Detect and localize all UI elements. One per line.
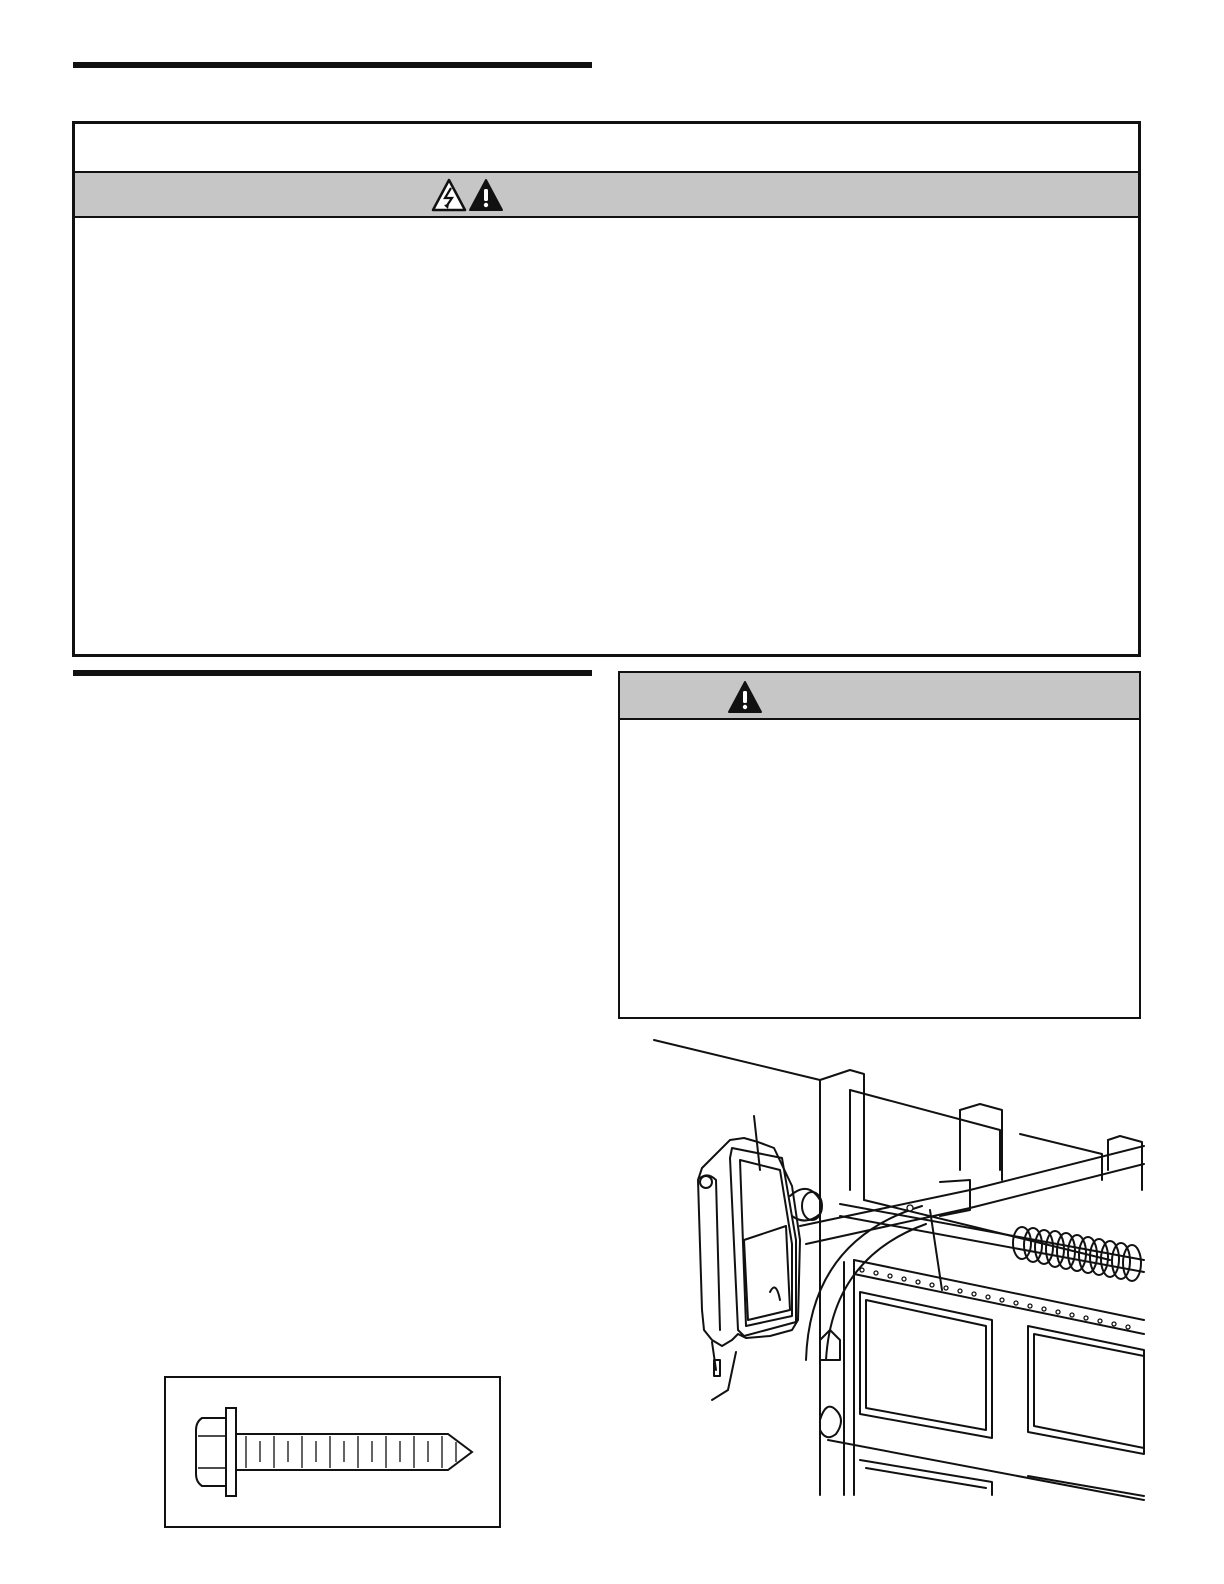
caution-banner	[620, 673, 1139, 720]
caution-box	[618, 671, 1141, 1019]
electric-shock-warning-icon	[432, 179, 466, 211]
second-section-rule	[73, 670, 592, 676]
lag-screw-icon	[166, 1378, 499, 1526]
garage-door-opener-wall-mount-illustration	[640, 1030, 1144, 1500]
lag-screw-illustration	[164, 1376, 501, 1528]
exclamation-warning-icon	[728, 681, 762, 713]
warning-banner	[75, 171, 1138, 218]
installation-warning-box	[72, 121, 1141, 657]
top-section-rule	[73, 62, 592, 68]
exclamation-warning-icon	[469, 179, 503, 211]
